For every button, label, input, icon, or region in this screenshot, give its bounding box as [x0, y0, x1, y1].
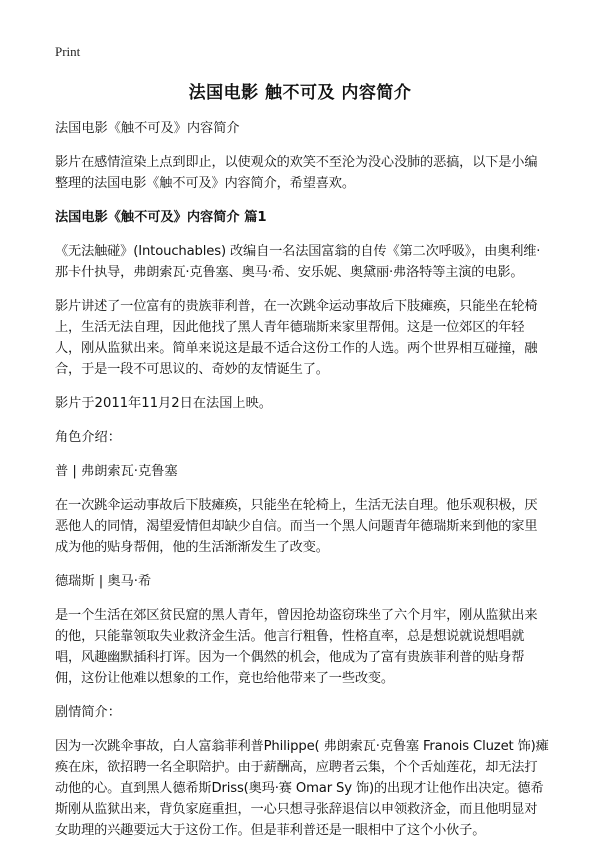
article-subtitle: 法国电影《触不可及》内容简介 [55, 121, 240, 136]
section-heading: 法国电影《触不可及》内容简介 篇1 [55, 210, 267, 225]
intro-paragraph: 影片在感情渲染上点到即止，以使观众的欢笑不至沦为没心没肺的恶搞，以下是小编整理的法国电影《触不可及》内容简介，希望喜欢。 [55, 155, 538, 191]
heading-characters: 角色介绍： [55, 430, 121, 445]
character-philippe-name: 普 | 弗朗索瓦·克鲁塞 [55, 464, 178, 479]
paragraph-release-date: 影片于2011年11月2日在法国上映。 [55, 396, 272, 411]
character-philippe-desc: 在一次跳伞运动事故后下肢瘫痪，只能坐在轮椅上，生活无法自理。他乐观积极，厌恶他人的同情，渴望爱情但却缺少自信。而当一个黑人问题青年德瑞斯来到他的家里成为他的贴身帮佣，他的生活渐渐发生了改变。 [55, 498, 538, 555]
heading-synopsis: 剧情简介： [55, 705, 121, 720]
paragraph-film-origin: 《无法触碰》(Intouchables) 改编自一名法国富翁的自传《第二次呼吸》，由奥利维·那卡什执导，弗朗索瓦·克鲁塞、奥马·希、安乐妮、奥黛丽·弗洛特等主演的电影。 [55, 244, 541, 280]
character-driss-desc: 是一个生活在郊区贫民窟的黑人青年，曾因抢劫盗窃珠坐了六个月牢，刚从监狱出来的他，只能靠领取失业救济金生活。他言行粗鲁，性格直率，总是想说就说想唱就唱，风趣幽默插科打诨。因为一个偶然的机会，他成为了富有贵族菲利普的贴身帮佣，这份让他难以想象的工作，竟也给他带来了一些改变。 [55, 608, 538, 686]
page-title: 法国电影 触不可及 内容简介 [188, 83, 412, 103]
article-body [55, 118, 550, 854]
paragraph-plot-summary: 影片讲述了一位富有的贵族菲利普，在一次跳伞运动事故后下肢瘫痪，只能坐在轮椅上，生活无法自理，因此他找了黑人青年德瑞斯来家里帮佣。这是一位郊区的年轻人，刚从监狱出来。简单来说这是最不适合这份工作的人选。两个世界相互碰撞，融合，于是一段不可思议的、奇妙的友情诞生了。 [55, 299, 538, 377]
print-link[interactable]: Print [55, 44, 81, 59]
paragraph-synopsis: 因为一次跳伞事故，白人富翁菲利普Philippe( 弗朗索瓦·克鲁塞 Franois Cluzet 饰)瘫痪在床，欲招聘一名全职陪护。由于薪酬高，应聘者云集，个个舌灿莲花，却无法打动他的心。直到黑人德希斯Driss(奥玛·赛 Omar Sy 饰)的出现才让他作出决定。德希斯刚从监狱出来，背负家庭重担，一心只想寻张辞退信以申领救济金，而且他明显对女助理的兴趣要远大于这份工作。但是菲利普还是一眼相中了这个小伙子。 [55, 739, 549, 838]
character-driss-name: 德瑞斯 | 奥马·希 [55, 574, 152, 589]
